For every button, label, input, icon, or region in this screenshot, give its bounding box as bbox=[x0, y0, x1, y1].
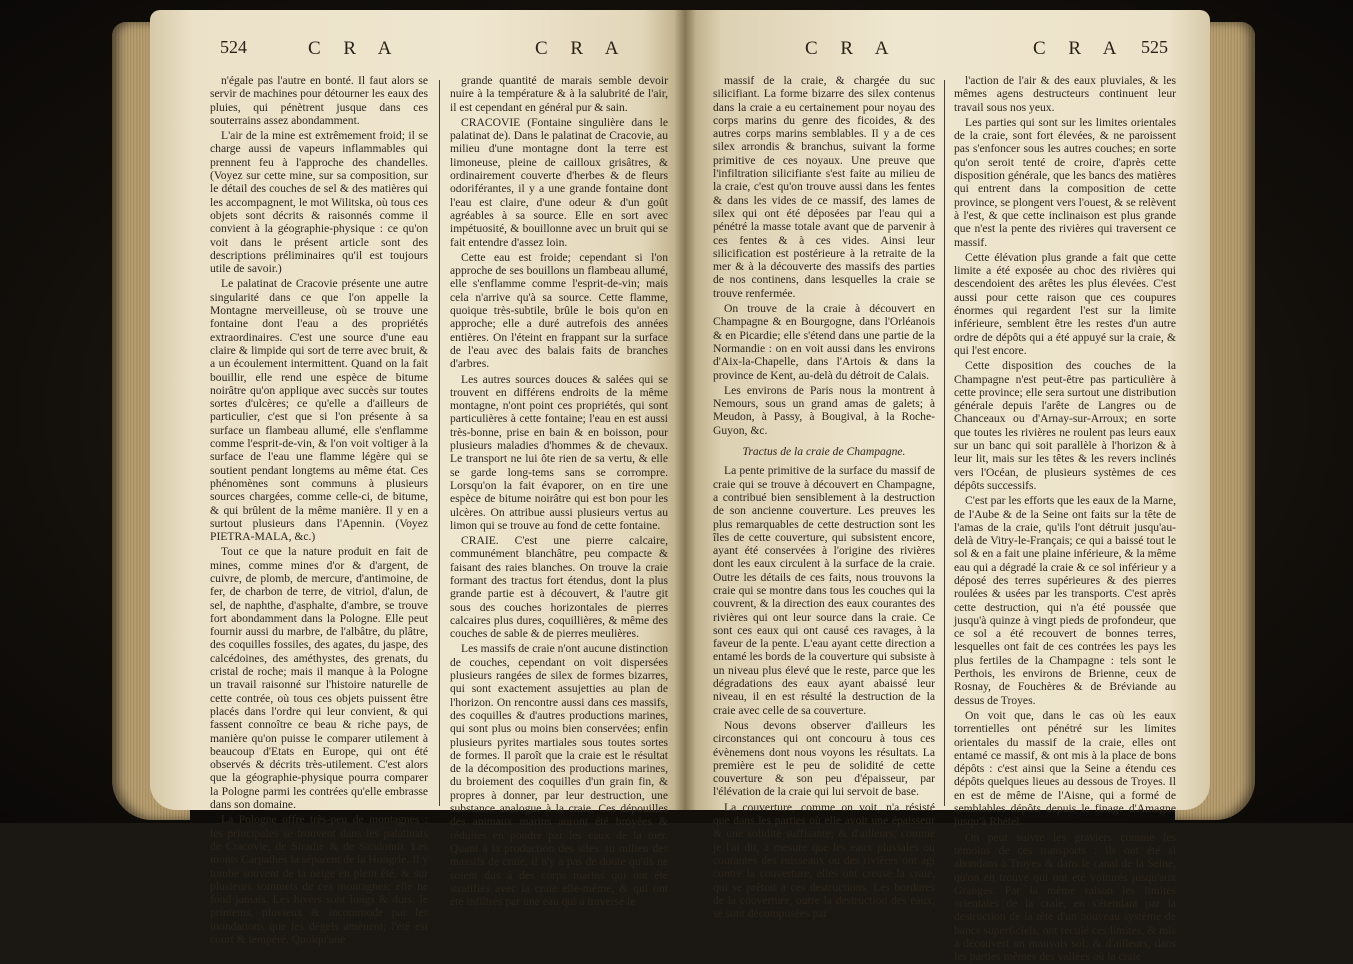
paragraph: Cette disposition des couches de la Champagne n'est peut-être pas particulière à cette province; elle sera surtout une distribution générale depuis l'arête de Langres ou de Chanceaux ou d'Arnay-sur-Arroux; en sorte que toutes les rivières ne roulent pas leurs eaux sur un banc qui soit parallèle à l'horizon & à leur lit, mais sur les têtes & les revers inclinés vers l'Océan, de plusieurs systèmes de ces dépôts successifs. bbox=[954, 359, 1176, 492]
right-header-col2: C R A bbox=[1033, 38, 1126, 59]
paragraph: grande quantité de marais semble devoir nuire à la température & à la salubrité de l'air, il est cependant en général pur & sain. bbox=[450, 74, 668, 114]
paragraph: On trouve de la craie à découvert en Champagne & en Bourgogne, dans l'Orléanois & en Picardie; elle s'étend dans une partie de la Normandie : on en voit aussi dans les environs d'Aix-la-Chapelle, dans l'Artois & dans la province de Kent, au-delà du détroit de Calais. bbox=[713, 302, 935, 382]
right-column-2 bbox=[954, 74, 1176, 964]
left-header-col1: C R A bbox=[308, 38, 401, 59]
left-page-number: 524 bbox=[220, 37, 247, 57]
right-page-number: 525 bbox=[1141, 37, 1168, 57]
paragraph: Les parties qui sont sur les limites orientales de la craie, sont fort élevées, & ne paroissent pas s'enfoncer sous les autres couches; en sorte qu'on seroit tenté de croire, d'après cette disposition générale, que les bancs des matières qui entrent dans la composition de cette province, se plongent vers l'ouest, & se relèvent à l'est, & que cette inclinaison est plus grande que n'est la pente des rivières qui traversent ce massif. bbox=[954, 115, 1176, 249]
paragraph: n'égale pas l'autre en bonté. Il faut alors se servir de machines pour détourner les eaux des pluies, qui pénètrent jusque dans ces souterrains assez abondamment. bbox=[210, 74, 428, 127]
paragraph: massif de la craie, & chargée du suc silicifiant. La forme bizarre des silex contenus dans la craie a eu certainement pour noyau des corps marins du genre des ficoides, & des autres corps marins semblables. Il y a de ces silex arrondis & branchus, suivant la forme primitive de ces noyaux. Une preuve que l'infiltration silicifiante s'est faite au milieu de la craie, c'est qu'on trouve aussi dans les fentes & dans les vides de ce massif, des lames de silex qui ont été déposées par l'eau qui a pénétré la masse totale avant que de parvenir à ces fentes & à ces vides. Ainsi leur silicification est postérieure à la retraite de la mer & à la découverte des massifs des parties de nos continens, dans lesquelles la craie se trouve renfermée. bbox=[713, 74, 935, 300]
paragraph: l'action de l'air & des eaux pluviales, & les mêmes agens destructeurs continuent leur travail sous nos yeux. bbox=[954, 74, 1176, 114]
paragraph: Nous devons observer d'ailleurs les circonstances qui ont concouru à tous ces évènemens dont nous voyons les résultats. La première est le peu de solidité de cette couverture & son peu d'épaisseur, par l'élévation de la craie qui lui servoit de base. bbox=[713, 718, 935, 799]
section-heading: Tractus de la craie de Champagne. bbox=[742, 445, 906, 459]
left-header-col2: C R A bbox=[535, 38, 628, 59]
paragraph: Les massifs de craie n'ont aucune distinction de couches, cependant on voit dispersées plusieurs rangées de silex de formes bizarres, qui sont exactement assujetties au plan de l'horizon. On rencontre aussi dans ces massifs, des coquilles & d'autres productions marines, qui sont plus ou moins bien conservées; enfin plusieurs pyrites martiales sous toutes sortes de formes. Il paroît que la craie est le résultat de la décomposition des productions marines, du broiement des coquilles d'un grain fin, & propres à donner, par leur destruction, une substance analogue à la craie. Ces dépouilles des animaux marins auront été broyées & réduites en poudre par les eaux de la mer. Quant à la production des silex au milieu des massifs de craie, il n'y a pas de doute qu'ils ne soient dus à des corps marins qui ont été stratifiés avec la craie elle-même, & qui ont été infiltrés par une eau qui a traversé le bbox=[450, 642, 668, 909]
paragraph: Cette élévation plus grande a fait que cette limite a été exposée au choc des rivières qui descendoient des arêtes les plus élevées. C'est aussi pour cette raison que ces coupures énormes qui regardent l'est sur la limite inférieure, semblent être les restes d'un autre ordre de dépôts qui a été appuyé sur la craie, & qui l'est encore. bbox=[954, 250, 1176, 357]
paragraph: La Pologne offre très-peu de montagnes : les principales se trouvent dans les palatinats de Cracovie, de Siradie & de Sandomir. Les monts Carpathes la séparent de la Hongrie. Il y tombe souvent de la neige en plein été, & sur plusieurs sommets de ces montagnes; elle ne fond jamais. Les hivers sont longs & durs; le printems, pluvieux & incommode par les inondations que les dégels amènent; l'été est court & tempéré. Quoiqu'une bbox=[210, 813, 428, 946]
paragraph: CRAIE. C'est une pierre calcaire, communément blanchâtre, peu compacte & faisant des raies blanches. On trouve la craie formant des tractus fort étendus, dont la plus grande partie est à découvert, & l'autre git sous des couches horizontales de pierres calcaires plus dures, coquillières, & même des couches de sable & de pierres meulières. bbox=[450, 534, 668, 641]
paragraph: On peut suivre les graviers comme les témoins de ces transports : ils ont été si abondans à Troyes & dans le canal de la Seine, qu'on en trouve qui ont été voiturés jusqu'aux Granges. Par la même raison les limites orientales de la craie, en s'étendant par la destruction de la tête d'un nouveau système de bancs superficiels, ont reculé ces limites, & mis à découvert un mauvais sol; & d'ailleurs, dans les parties mêmes des vallées où la craie bbox=[954, 830, 1176, 964]
paragraph: Les autres sources douces & salées qui se trouvent en différens endroits de la même montagne, n'ont point ces propriétés, qui sont particulières à cette fontaine; l'eau en est aussi très-bonne, prise en bain & en boisson, pour plusieurs maladies d'hommes & de chevaux. Le transport ne lui ôte rien de sa vertu, & elle se garde long-tems sans se corrompre. Lorsqu'on la fait évaporer, on en tire une espèce de bitume noirâtre qui est bon pour les ulcères. On attribue aussi plusieurs vertus au limon qui se trouve au fond de cette fontaine. bbox=[450, 372, 668, 532]
right-header-col1: C R A bbox=[805, 38, 898, 59]
right-column-1 bbox=[713, 74, 935, 921]
paragraph: Cette eau est froide; cependant si l'on approche de ses bouillons un flambeau allumé, elle s'enflamme comme l'esprit-de-vin; mais cela n'arrive qu'à sa source. Cette flamme, quoique très-subtile, brûle le bois qu'on en approche; elle a duré autrefois des années entières. On l'éteint en frappant sur la surface de l'eau avec des balais faits de branches d'arbres. bbox=[450, 250, 668, 371]
book-gutter bbox=[674, 10, 696, 810]
paragraph: CRACOVIE (Fontaine singulière dans le palatinat de). Dans le palatinat de Cracovie, au milieu d'une montagne dont la terre est limoneuse, pleine de cailloux grisâtres, & ordinairement couverte d'herbes & de fleurs odoriférantes, il y a une grande fontaine dont l'eau est claire, d'une odeur & d'un goût agréables à sa source. Elle en sort avec impétuosité, & bouillonne avec un bruit qui se fait entendre d'assez loin. bbox=[450, 115, 668, 249]
paragraph: L'air de la mine est extrêmement froid; il se charge aussi de vapeurs inflammables qui prennent feu à l'approche des chandelles. (Voyez sur cette mine, sur sa composition, sur le détail des couches de sel & des matières qui les accompagnent, le mot Wilitska, où tous ces objets sont décrits & raisonnés comme il convient à la géographie-physique : ce qu'on voit dans le présent article sont des descriptions préliminaires qu'il est toujours utile de savoir.) bbox=[210, 129, 428, 276]
column-rule bbox=[944, 80, 945, 806]
right-page bbox=[685, 10, 1210, 964]
paragraph: On voit que, dans le cas où les eaux torrentielles ont pénétré sur les limites orientales du massif de la craie, elles ont entamé ce massif, & ont mis à la place de bons dépôts : c'est ainsi que la Seine a étendu ces dépôts quelques lieues au dessous de Troyes. Il en est de même de l'Aisne, qui a formé de semblables dépôts depuis le finage d'Amagne jusqu'à Rhétel. bbox=[954, 708, 1176, 829]
paragraph: Le palatinat de Cracovie présente une autre singularité dans ce que l'on appelle la Montagne merveilleuse, où se trouve une fontaine dont l'eau a des propriétés extraordinaires. C'est une source d'une eau claire & limpide qui sort de terre avec bruit, & a un écoulement intermittent. Quand on la fait bouillir, elle rend une espèce de bitume noirâtre qu'on applique avec succès sur toutes sortes d'ulcères; ce qu'elle a d'ailleurs de particulier, c'est que si l'on présente à sa surface un flambeau allumé, elle s'enflamme comme l'esprit-de-vin, & l'on voit voltiger à la surface de l'eau une flamme légère qui se soutient pendant longtems au même état. Ces phénomènes sont communs à plusieurs sources chargées, comme celle-ci, de bitume, & qui brûlent de la même manière. Il y en a surtout plusieurs dans l'Apennin. (Voyez PIETRA-MALA, &c.) bbox=[210, 277, 428, 544]
left-column-2 bbox=[450, 74, 668, 909]
paragraph: La couverture, comme on voit, n'a résisté que dans les parties où elle avoit une épaisseur & une solidité suffisante; & d'ailleurs, comme je l'ai dit, à mesure que les eaux pluviales ou courantes des ruisseaux ou des rivières ont agi contre la couverture, elles ont creusé la craie, qui se prêtoit à ces destructions. Les bordures de la couverture, outre la destruction des eaux, se sont décomposées par bbox=[713, 800, 935, 921]
paragraph: C'est par les efforts que les eaux de la Marne, de l'Aube & de la Seine ont faits sur la tête de l'amas de la craie, qu'ils l'ont détruit jusqu'au-delà de Vitry-le-Français; ce qui a baissé tout le sol & en a fait une plaine inférieure, & la même eau qui a dégradé la craie & ce sol inférieur y a déposé des terres supérieures & des pierres roulées & usées par les transports. C'est après cette destruction, qui n'a été poussée que jusqu'à quinze à vingt pieds de profondeur, que ce sol a été recouvert de bonnes terres, lesquelles ont fait de ces contrées les pays les plus fertiles de la Champagne : tels sont le Perthois, les environs de Brienne, ceux de Rosnay, de Fouchères & de Bréviande au dessus de Troyes. bbox=[954, 494, 1176, 707]
left-column-1 bbox=[210, 74, 428, 946]
left-page bbox=[150, 10, 685, 946]
column-rule bbox=[439, 80, 440, 806]
paragraph: Les environs de Paris nous la montrent à Nemours, sous un grand amas de galets; à Meudon, à Passy, à Bougival, à la Roche-Guyon, &c. bbox=[713, 383, 935, 437]
paragraph: Tout ce que la nature produit en fait de mines, comme mines d'or & d'argent, de cuivre, de plomb, de mercure, d'antimoine, de fer, de charbon de terre, de vitriol, d'alun, de sel, de naphthe, d'asphalte, d'ambre, se trouve fort abondamment dans la Pologne. Elle peut fournir aussi du marbre, de l'albâtre, du plâtre, des coquilles fossiles, des agates, du jaspe, des calcédoines, des améthystes, des grenats, du cristal de roche; mais il manque à la Pologne un travail raisonné sur l'histoire naturelle de cette contrée, où tous ces objets puissent être placés dans l'ordre qui leur convient, & qui fassent connoître ce beau & riche pays, de manière qu'on puisse le comparer utilement à beaucoup d'Etats en Europe, qui ont été observés & décrits très-utilement. C'est alors que la géographie-physique pourra comparer la Pologne parmi les contrées qu'elle embrasse dans son domaine. bbox=[210, 545, 428, 812]
paragraph: La pente primitive de la surface du massif de craie qui se trouve à découvert en Champagne, a contribué bien sensiblement à la destruction de son ancienne couverture. Les preuves les plus remarquables de cette destruction sont les îles de cette couverture, qui subsistent encore, ayant été conservées à l'origine des rivières dont les eaux circulent à la surface de la craie. Outre les détails de ces faits, nous trouvons la craie qui se montre dans tous les couches qui la couvrent, & la direction des eaux courantes des rivières qui ont leur source dans la craie. Ce sont ces eaux qui ont causé ces ravages, à la faveur de la pente. L'eau ayant cette direction a entamé les bords de la couverture qui subsiste à un niveau plus élevé que le reste, parce que les dégradations des eaux ayant abaissé leur niveau, il en est résulté la destruction de la craie avec celle de sa couverture. bbox=[713, 464, 935, 717]
